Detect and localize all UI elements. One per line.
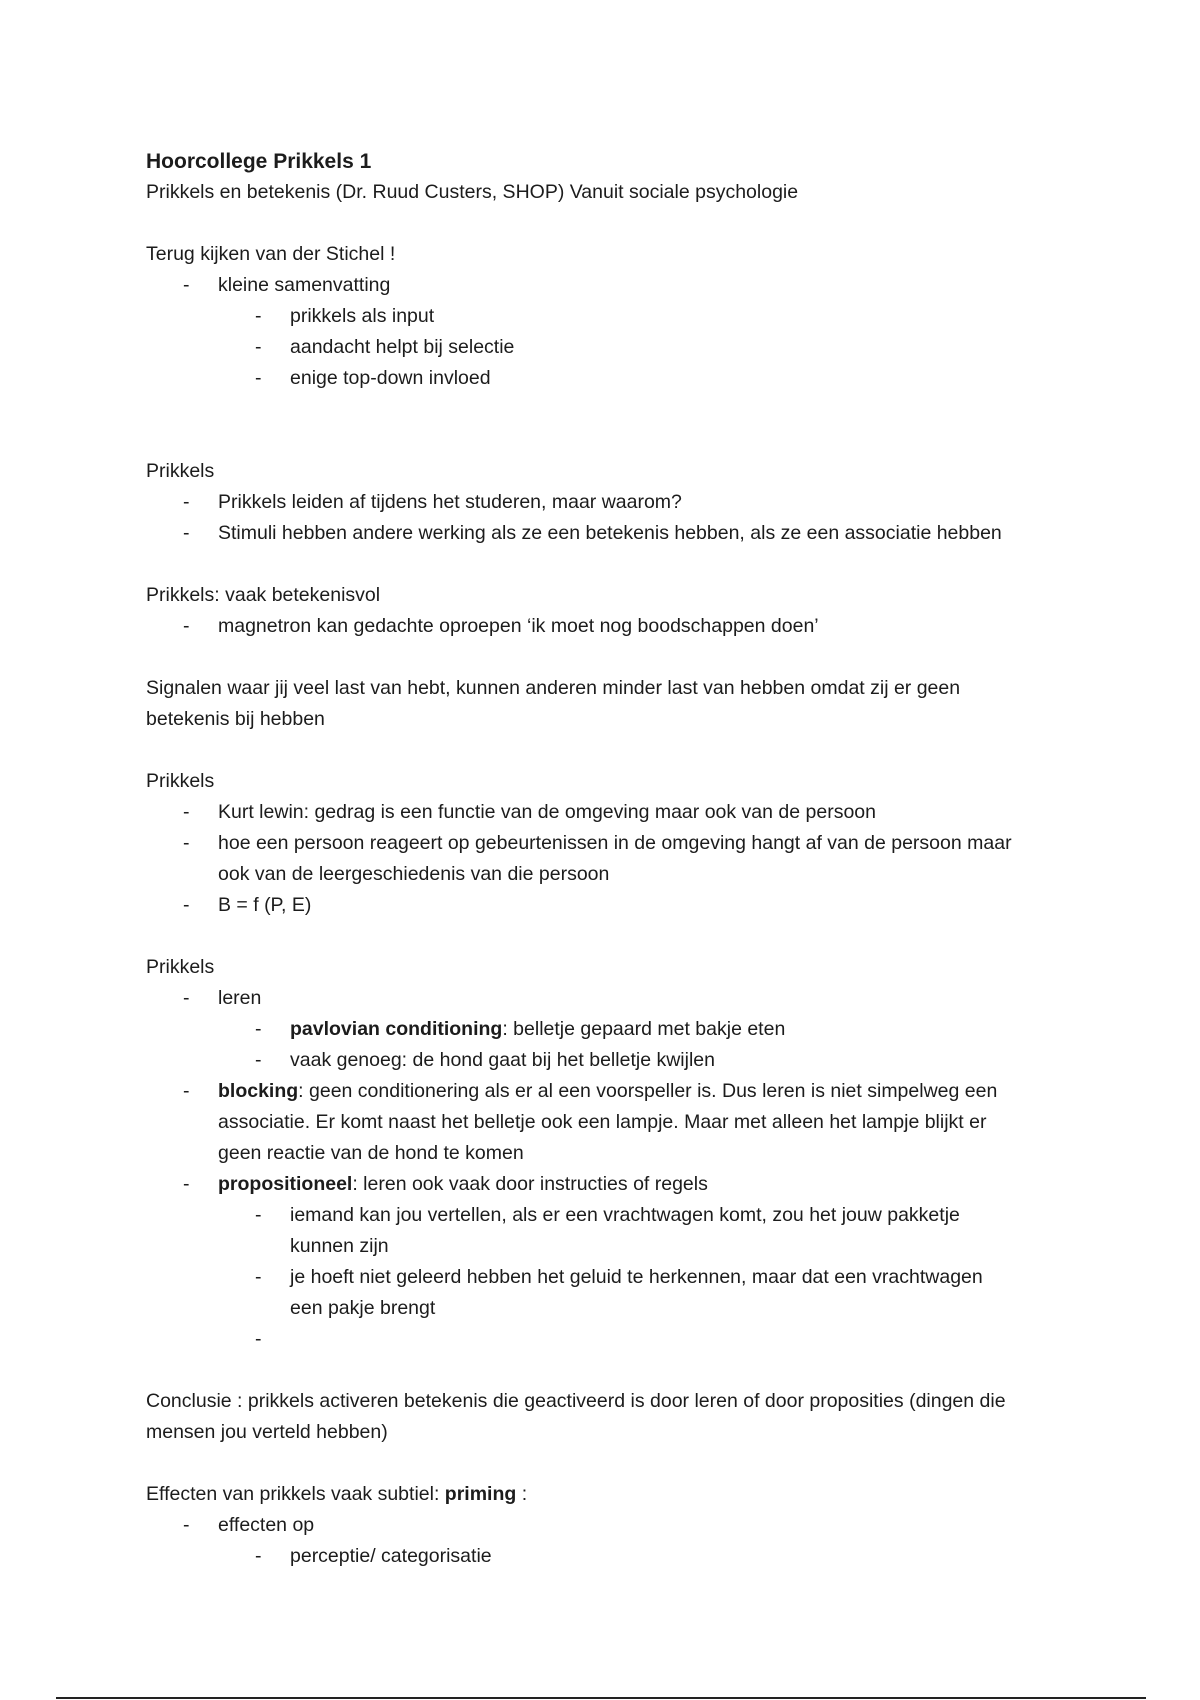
bullet-dash: -	[255, 1328, 262, 1350]
sub-list-item-text: enige top-down invloed	[290, 367, 491, 389]
list-item-text: Stimuli hebben andere werking als ze een betekenis hebben, als ze een associatie hebben	[218, 522, 1002, 544]
bullet-dash: -	[183, 522, 190, 544]
document-subtitle: Prikkels en betekenis (Dr. Ruud Custers, SHOP) Vanuit sociale psychologie	[146, 181, 799, 203]
sub-list-item-text: je hoeft niet geleerd hebben het geluid te herkennen, maar dat een vrachtwagen	[290, 1266, 983, 1288]
bullet-dash: -	[183, 894, 190, 916]
section-heading-priming	[146, 1479, 1066, 1510]
list-item-text: associatie. Er komt naast het belletje ook een lampje. Maar met alleen het lampje blijkt er	[218, 1111, 987, 1133]
bullet-dash: -	[255, 1545, 262, 1567]
list-item	[146, 983, 1066, 1014]
list-item-text: : geen conditionering als er al een voorspeller is. Dus leren is niet simpelweg een	[298, 1080, 998, 1102]
footer-divider	[56, 1697, 1146, 1699]
paragraph-line: Signalen waar jij veel last van hebt, kunnen anderen minder last van hebben omdat zij er geen	[146, 677, 961, 699]
term-bold: blocking	[218, 1080, 299, 1102]
bullet-dash: -	[255, 1204, 262, 1226]
sub-list-item-text: vaak genoeg: de hond gaat bij het belletje kwijlen	[290, 1049, 715, 1071]
term-bold: propositioneel	[218, 1173, 353, 1195]
sub-list-item	[146, 363, 1066, 394]
term-bold: pavlovian conditioning	[290, 1018, 503, 1040]
sub-list-item-empty	[146, 1324, 1066, 1355]
sub-list-item	[146, 1541, 1066, 1572]
sub-list-item	[146, 332, 1066, 363]
bullet-dash: -	[255, 1049, 262, 1071]
bullet-dash: -	[183, 987, 190, 1009]
section-heading-betekenisvol: Prikkels: vaak betekenisvol	[146, 584, 381, 606]
sub-list-item	[146, 1200, 1066, 1262]
heading-text: Effecten van prikkels vaak subtiel:	[146, 1483, 445, 1505]
list-item	[146, 1169, 1066, 1200]
list-item	[146, 611, 1066, 642]
document-title: Hoorcollege Prikkels 1	[146, 150, 372, 173]
list-item	[146, 487, 1066, 518]
bullet-dash: -	[183, 1173, 190, 1195]
formula-text: B = f (P, E)	[218, 894, 312, 916]
sub-list-item-text: aandacht helpt bij selectie	[290, 336, 515, 358]
list-item	[146, 270, 1066, 301]
bullet-dash: -	[183, 1514, 190, 1536]
list-item-text: ook van de leergeschiedenis van die persoon	[218, 863, 610, 885]
sub-list-item	[146, 1262, 1066, 1324]
list-item-text: Kurt lewin: gedrag is een functie van de omgeving maar ook van de persoon	[218, 801, 876, 823]
sub-list-item	[146, 1045, 1066, 1076]
section-heading-prikkels: Prikkels	[146, 956, 215, 978]
bullet-dash: -	[255, 367, 262, 389]
list-item-text: geen reactie van de hond te komen	[218, 1142, 524, 1164]
bullet-dash: -	[183, 615, 190, 637]
list-item-text: leren	[218, 987, 262, 1009]
sub-list-item-text: een pakje brengt	[290, 1297, 436, 1319]
list-item	[146, 1076, 1066, 1169]
sub-list-item-text: perceptie/ categorisatie	[290, 1545, 492, 1567]
list-item	[146, 828, 1066, 890]
section-heading-prikkels: Prikkels	[146, 770, 215, 792]
paragraph-line: betekenis bij hebben	[146, 708, 325, 730]
list-item-text: Prikkels leiden af tijdens het studeren, maar waarom?	[218, 491, 682, 513]
term-bold: priming	[444, 1483, 517, 1505]
list-item	[146, 1510, 1066, 1541]
bullet-dash: -	[255, 305, 262, 327]
list-item-text: effecten op	[218, 1514, 315, 1536]
paragraph-signalen	[146, 673, 1066, 735]
section-heading-terug-kijken: Terug kijken van der Stichel !	[146, 243, 396, 265]
sub-list-item-text: kunnen zijn	[290, 1235, 389, 1257]
sub-list-item-text: : belletje gepaard met bakje eten	[502, 1018, 786, 1040]
sub-list-item	[146, 1014, 1066, 1045]
list-item	[146, 890, 1066, 921]
list-item-text: magnetron kan gedachte oproepen ‘ik moet nog boodschappen doen’	[218, 615, 819, 637]
bullet-dash: -	[183, 1080, 190, 1102]
bullet-dash: -	[183, 491, 190, 513]
sub-list-item-text: iemand kan jou vertellen, als er een vrachtwagen komt, zou het jouw pakketje	[290, 1204, 960, 1226]
sub-list-item	[146, 301, 1066, 332]
heading-text: :	[516, 1483, 528, 1505]
list-item-text: hoe een persoon reageert op gebeurtenissen in de omgeving hangt af van de persoon maar	[218, 832, 1012, 854]
list-item	[146, 797, 1066, 828]
section-heading-prikkels: Prikkels	[146, 460, 215, 482]
document-page	[146, 146, 1066, 1572]
bullet-dash: -	[255, 336, 262, 358]
paragraph-conclusie	[146, 1386, 1066, 1448]
bullet-dash: -	[183, 801, 190, 823]
paragraph-line: Conclusie : prikkels activeren betekenis die geactiveerd is door leren of door proposities (dingen die	[146, 1390, 1006, 1412]
bullet-dash: -	[255, 1266, 262, 1288]
bullet-dash: -	[183, 274, 190, 296]
list-item-text: kleine samenvatting	[218, 274, 391, 296]
list-item-text: : leren ook vaak door instructies of regels	[352, 1173, 708, 1195]
sub-list-item-text: prikkels als input	[290, 305, 435, 327]
list-item	[146, 518, 1066, 549]
paragraph-line: mensen jou verteld hebben)	[146, 1421, 388, 1443]
bullet-dash: -	[255, 1018, 262, 1040]
bullet-dash: -	[183, 832, 190, 854]
